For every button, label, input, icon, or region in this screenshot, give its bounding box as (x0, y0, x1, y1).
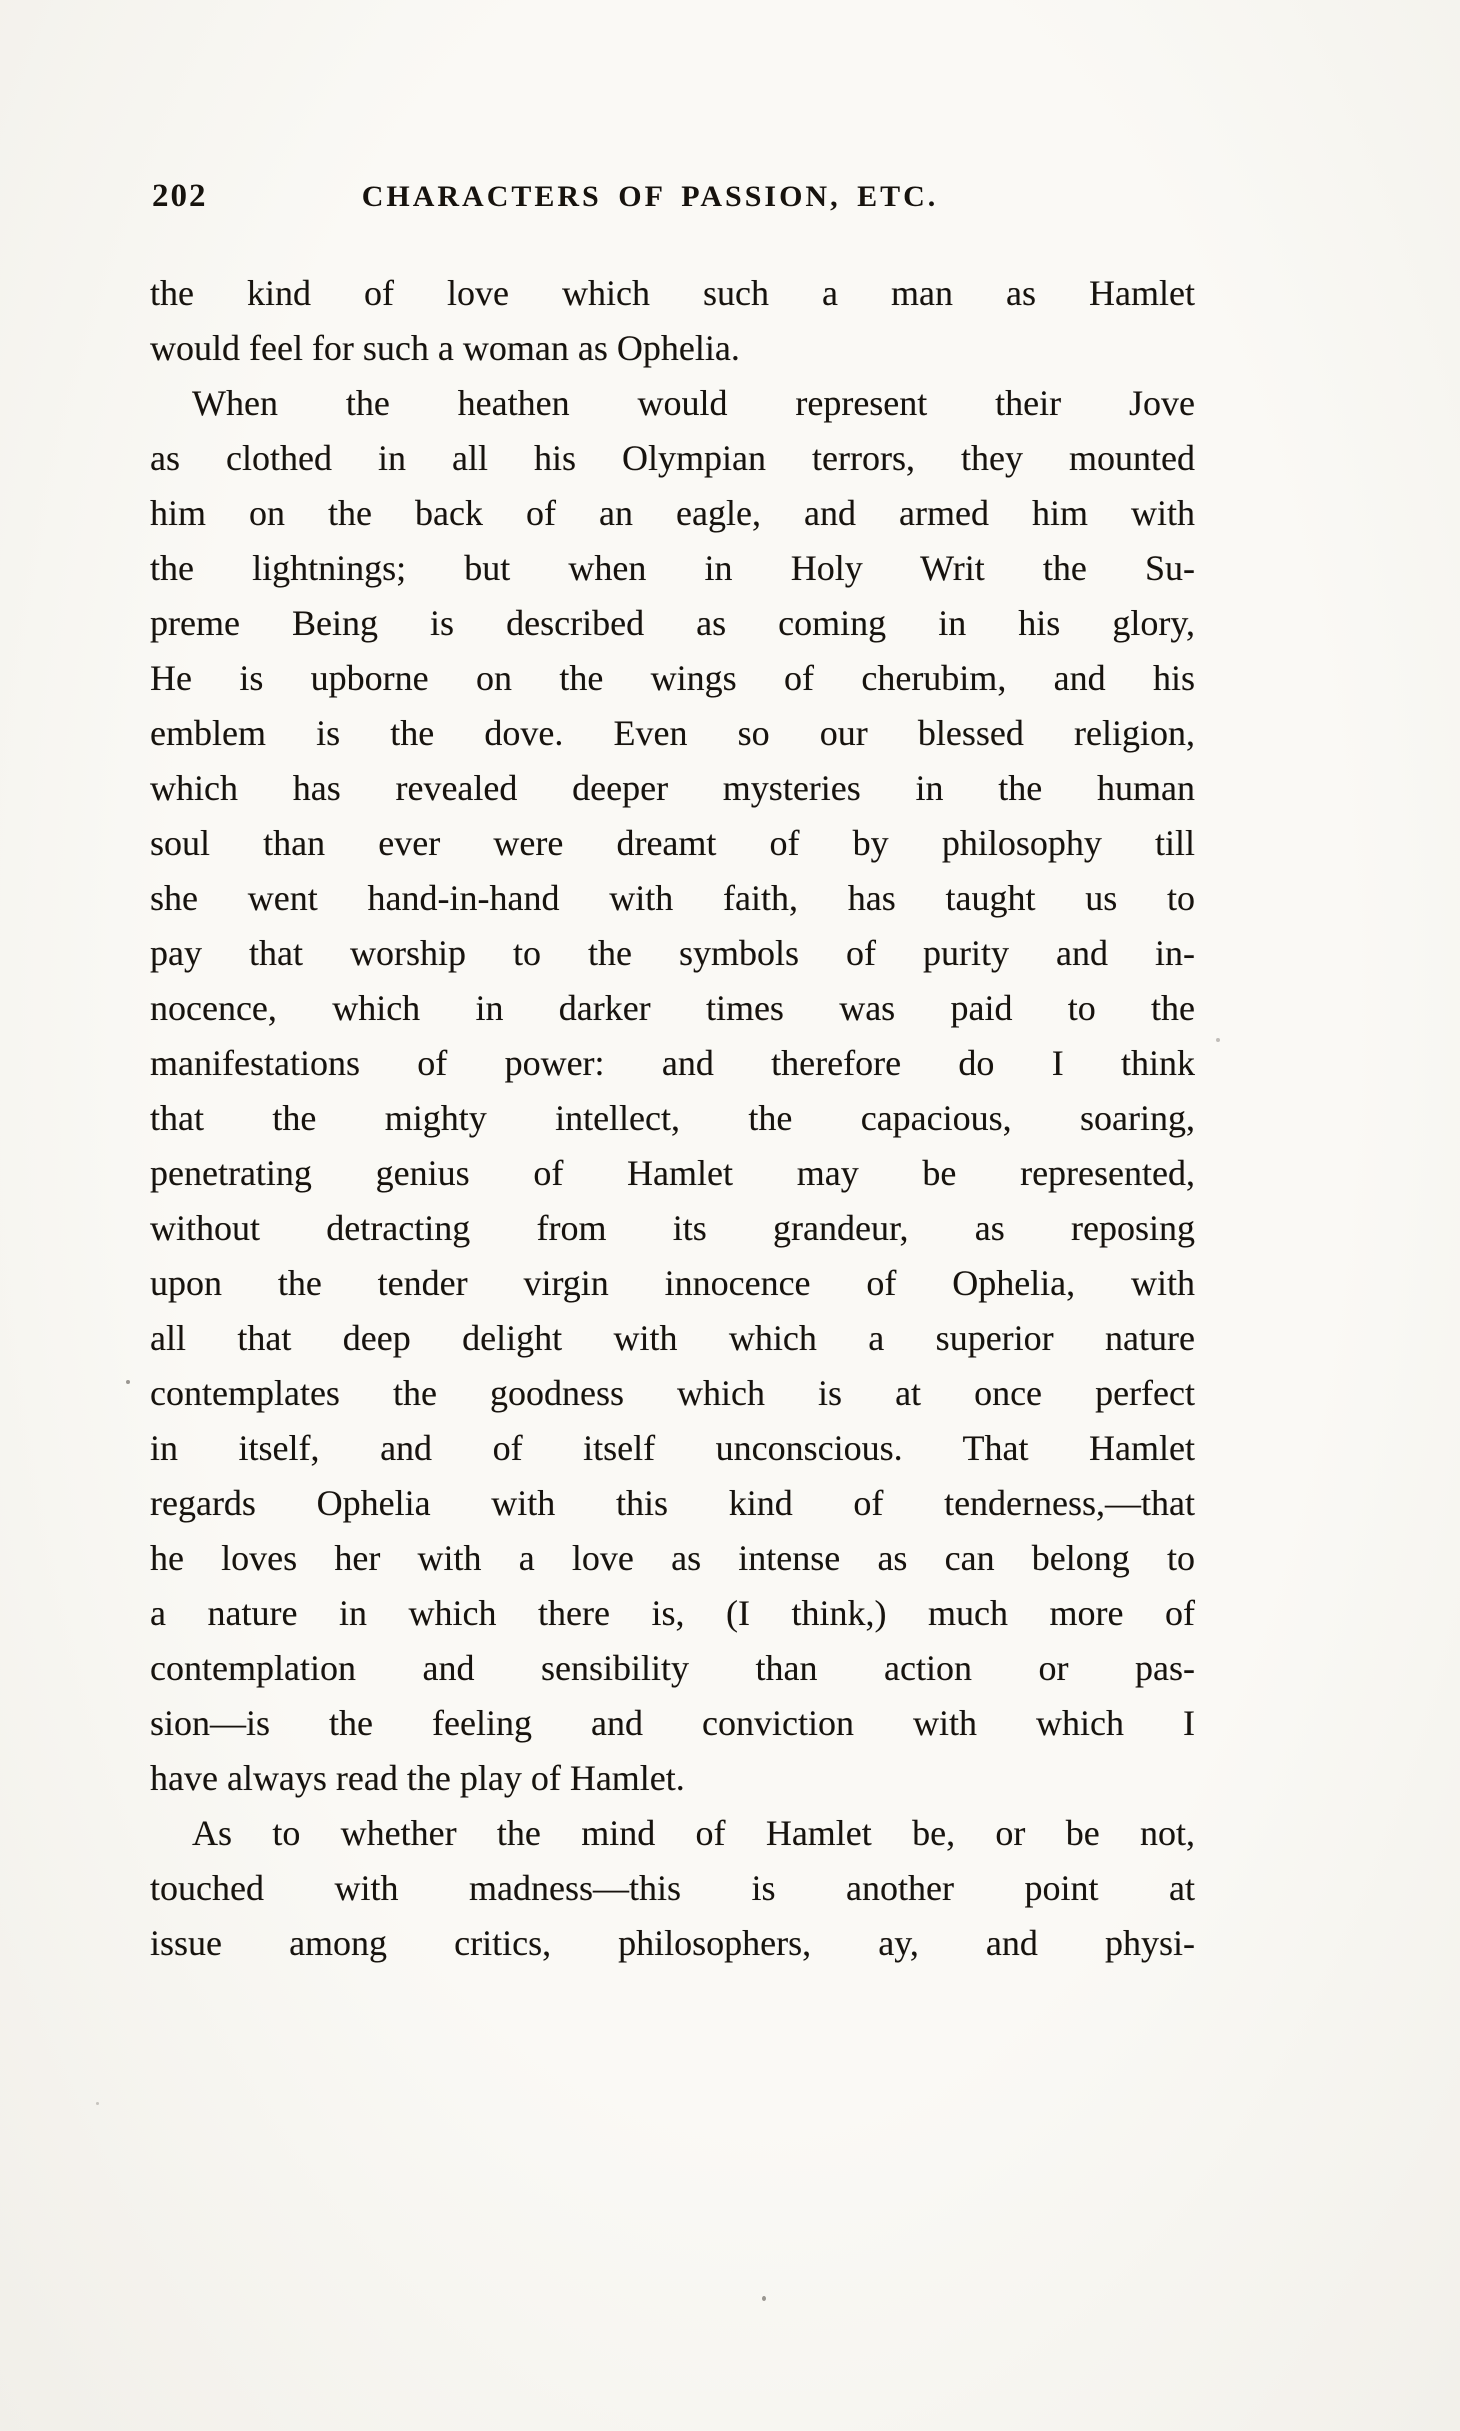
text-line: the kind of love which such a man as Hamlet (150, 273, 1195, 313)
running-header (150, 176, 1195, 232)
text-line: without detracting from its grandeur, as reposing (150, 1208, 1195, 1248)
text-line: sion—is the feeling and conviction with which I (150, 1703, 1195, 1743)
text-line: upon the tender virgin innocence of Ophelia, with (150, 1263, 1195, 1303)
text-line: regards Ophelia with this kind of tenderness,—that (150, 1483, 1195, 1523)
text-line: penetrating genius of Hamlet may be represented, (150, 1153, 1195, 1193)
text-line: which has revealed deeper mysteries in the human (150, 768, 1195, 808)
text-line: a nature in which there is, (I think,) much more of (150, 1593, 1195, 1633)
text-line: that the mighty intellect, the capacious, soaring, (150, 1098, 1195, 1138)
text-line: contemplation and sensibility than action or pas- (150, 1648, 1195, 1688)
text-line: have always read the play of Hamlet. (150, 1758, 685, 1798)
scan-speck (126, 1380, 130, 1384)
text-line: would feel for such a woman as Ophelia. (150, 328, 740, 368)
text-line: in itself, and of itself unconscious. That Hamlet (150, 1428, 1195, 1468)
page-number: 202 (152, 178, 208, 214)
text-line: as clothed in all his Olympian terrors, they mounted (150, 438, 1195, 478)
text-line: When the heathen would represent their Jove (192, 383, 1195, 423)
text-line: He is upborne on the wings of cherubim, and his (150, 658, 1195, 698)
text-line: him on the back of an eagle, and armed him with (150, 493, 1195, 533)
text-line: pay that worship to the symbols of purity and in- (150, 933, 1195, 973)
scan-speck (762, 2296, 766, 2301)
text-line: touched with madness—this is another point at (150, 1868, 1195, 1908)
scan-speck (96, 2102, 99, 2105)
text-line: she went hand-in-hand with faith, has taught us to (150, 878, 1195, 918)
text-line: preme Being is described as coming in his glory, (150, 603, 1195, 643)
text-line: emblem is the dove. Even so our blessed religion, (150, 713, 1195, 753)
text-line: As to whether the mind of Hamlet be, or be not, (192, 1813, 1195, 1853)
text-line: all that deep delight with which a superior nature (150, 1318, 1195, 1358)
text-line: the lightnings; but when in Holy Writ the Su- (150, 548, 1195, 588)
text-line: nocence, which in darker times was paid to the (150, 988, 1195, 1028)
body-text (150, 266, 1195, 1971)
scan-speck (1216, 1038, 1220, 1042)
text-line: soul than ever were dreamt of by philosophy till (150, 823, 1195, 863)
text-line: issue among critics, philosophers, ay, and physi- (150, 1923, 1195, 1963)
text-line: he loves her with a love as intense as can belong to (150, 1538, 1195, 1578)
text-line: contemplates the goodness which is at once perfect (150, 1373, 1195, 1413)
running-header-title: CHARACTERS OF PASSION, ETC. (361, 180, 939, 213)
text-line: manifestations of power: and therefore do I think (150, 1043, 1195, 1083)
